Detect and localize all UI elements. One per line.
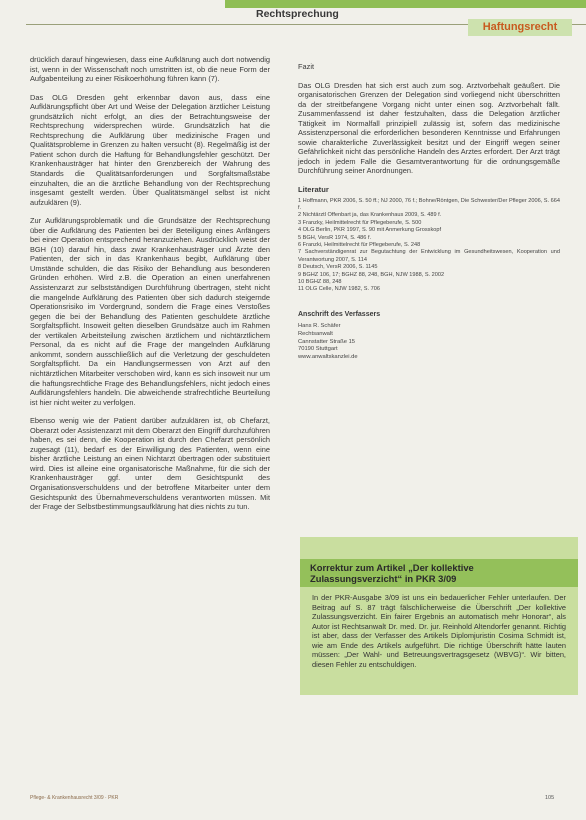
reference-item: 3 Franzky, Heilmittelrecht für Pflegeberufe, S. 500 (298, 219, 422, 226)
author-heading: Anschrift des Verfassers (298, 310, 381, 318)
left-column (30, 55, 270, 521)
correction-title-bar (300, 559, 578, 587)
conclusion-label: Fazit (298, 62, 315, 71)
paragraph: Das OLG Dresden geht erkennbar davon aus, dass eine Aufklärungspflicht über Art und Weise der Delegation ärztlicher Leistung grundsätzlich nicht erfolgt, an dies der Betrachtungsweise der Rechtsprechung widersprechen würde. Grundsätzlich hat die Rechtsprechung die Aufklärung über medizinische Fragen und Qualitätsprobleme in Grenzen zu halten versucht (8). Regelmäßig ist der Patient schon durch die Haftung für Behandlungsfehler geschützt. Der Krankenhausträger hat hinter den Grenzbereich der Wahrung des Standards die Qualitätsanforderungen und Sorgfaltsmaßstäbe einzuhalten, die an die ärztliche Behandlung von der Rechtsprechung insgesamt gestellt werden. Über Qualitätsmängel selbst ist nicht aufzuklären (9). (30, 92, 270, 207)
header-accent-bar (225, 0, 586, 8)
paragraph: Zur Aufklärungsproblematik und die Grundsätze der Rechtsprechung über die Aufklärung des Patienten bei der Beteiligung eines Anfängers bei einer Operation entsprechend heranzuziehen. Ausdrücklich weist der BGH (10) darauf hin, dass zwar Krankenhausträger und Ärzte den Patienten, der sich in das Krankenhaus begibt, Aufklärung über Umstände schulden, die das Risiko der Behandlung aus besonderen Gründen erhöhen. Wird z.B. die Operation an einen unerfahrenen Assistenzarzt zur selbstständigen Durchführung übertragen, steht nicht die mangelnde Aufklärung des Patienten über sich dadurch steigernde Operationsrisiko im Vordergrund, sondern die Frage eines Verstoßes gegen die bei der Behandlung des Patienten geschuldete ärztliche Sorgfaltspflicht. Insoweit gelten dieselben Grundsätze auch im Rahmen der vertikalen Arbeitsteilung zwischen ärztlichem und nichtärztlichem Personal, da es nicht auf die Frage der mangelnden Aufklärung ankommt, sondern ausschließlich auf die Verletzung der geschuldeten Sorgfaltspflicht. Da ein Handlungsermessen von Arzt auf den nichtärztlichen Mitarbeiter verschoben wird, kann es sich insoweit nur um die haftungsrechtliche Frage des Behandlungsfehlers, nicht jedoch eines Aufklärungsfehlers handeln. Die abweichende strafrechtliche Beurteilung ist hier nicht weiter zu verfolgen. (30, 216, 270, 407)
correction-body: In der PKR-Ausgabe 3/09 ist uns ein bedauerlicher Fehler unterlaufen. Der Beitrag auf S. 87 trägt fälschlicherweise die Überschrift „Der kollektive Zulassungsverzicht. Ein fairer Ergebnis an automatisch mehr Honorar“, als Autor ist Rechtsanwalt Dr. med. Dr. jur. Reinhold Altendorfer genannt. Richtig ist aber, dass der Verfasser des Artikels Diplomjuristin Cosima Schmidt ist, wie am Ende des Artikels aufgeführt. Die richtige Überschrift hätte lauten müssen: „Der Wahl- und Betreuungsvertragsgesetz (WBVG)“. Wir bitten, diesen Fehler zu entschuldigen. (312, 593, 566, 669)
reference-item: 10 BGHZ 88, 248 (298, 279, 342, 286)
correction-box (300, 537, 578, 695)
reference-item: 11 OLG Celle, NJW 1982, S. 706 (298, 286, 380, 293)
reference-item: 8 Deutsch, VersR 2006, S. 1145 (298, 264, 378, 271)
reference-item: 2 Nichtärztl Offenbart ja, das Krankenhaus 2009, S. 489 f. (298, 212, 442, 219)
reference-item: 4 OLG Berlin, PKR 1997, S. 90 mit Anmerkung Grosskopf (298, 227, 442, 234)
author-line: 70190 Stuttgart (298, 346, 338, 353)
reference-item: 1 Hoffmann, PKR 2006, S. 50 ff.; NJ 2000, 76 f.; Bohne/Röntgen, Die Schwester/Der Pfleger 2006, S. 664 f. (298, 197, 560, 211)
author-line: www.anwaltskanzlei.de (298, 353, 358, 360)
paragraph: drücklich darauf hingewiesen, dass eine Aufklärung auch dort notwendig ist, wenn in der Wissenschaft noch umstritten ist, ob die neue Form der Aufgabenteilung zu einer Risikoerhöhung führen kann (7). (30, 55, 270, 84)
category-tab: Haftungsrecht (468, 19, 572, 36)
correction-title: Korrektur zum Artikel „Der kollektive Zulassungsverzicht“ in PKR 3/09 (310, 562, 474, 584)
conclusion-paragraph: Das OLG Dresden hat sich erst auch zum sog. Arztvorbehalt geäußert. Die organisatorischen Grenzen der Delegation sind vorliegend nicht überschritten da der streitbefangene Vorgang nicht unter einen sog. Arztvorbehalt fällt. Zusammenfassend ist daher festzuhalten, dass die Delegation ärztlicher Tätigkeit im Normalfall prinzipiell zulässig ist, sofern das medizinische Assistenzpersonal die erforderlichen besonderen Kenntnisse und Erfahrungen sowie charakterliche Zuverlässigkeit besitzt und der Eingriff wegen seiner Gefährlichkeit nicht das persönliche Handeln des Arztes erfordert. Der Arzt trägt jedoch in jedem Falle die Gesamtverantwortung für die ordnungsgemäße Durchführung seiner Anordnungen. (298, 80, 560, 176)
author-line: Rechtsanwalt (298, 330, 333, 337)
reference-item: 7 Sachverständigenrat zur Begutachtung der Entwicklung im Gesundheitswesen, Kooperation und Verantwortung 2007, S. 114 (298, 249, 560, 263)
references-heading: Literatur (298, 185, 329, 195)
author-line: Hans R. Schäfer (298, 323, 341, 330)
footer-journal: Pflege- & Krankenhausrecht 3/09 · PKR (30, 795, 119, 801)
page-number: 105 (545, 795, 555, 801)
author-address (298, 323, 560, 361)
section-title: Rechtsprechung (256, 8, 339, 20)
right-column (298, 62, 560, 361)
paragraph: Ebenso wenig wie der Patient darüber aufzuklären ist, ob Chefarzt, Oberarzt oder Assistenzarzt mit dem Oberarzt den Eingriff durchzuführen haben, es sei denn, die Kooperation ist durch den Chefarzt persönlich zugesagt (11), bedarf es der Einwilligung des Patienten, wenn eine bisher ärztliche Leistung an einen Nichtarzt übertragen oder substituiert wird. Dies ist alleine eine organisatorische Maßnahme, für die sich der Krankenhausträger ggf. unter dem Gesichtspunkt des Organisationsverschuldens und der betroffene Mitarbeiter unter dem Gesichtspunkt des Übernahmeverschuldens verantworten müssen. Mit der Frage der Selbstbestimmungsaufklärung hat dies nichts zu tun. (30, 416, 270, 512)
reference-item: 6 Franzki, Heilmittelrecht für Pflegeberufe, S. 248 (298, 242, 421, 248)
reference-item: 5 BGH, VersR 1974, S. 486 f. (298, 234, 372, 241)
author-line: Cannstatter Straße 15 (298, 338, 356, 345)
references-list (298, 198, 560, 294)
reference-item: 9 BGHZ 106, 17; BGHZ 88, 248, BGH, NJW 1988, S. 2002 (298, 271, 445, 278)
